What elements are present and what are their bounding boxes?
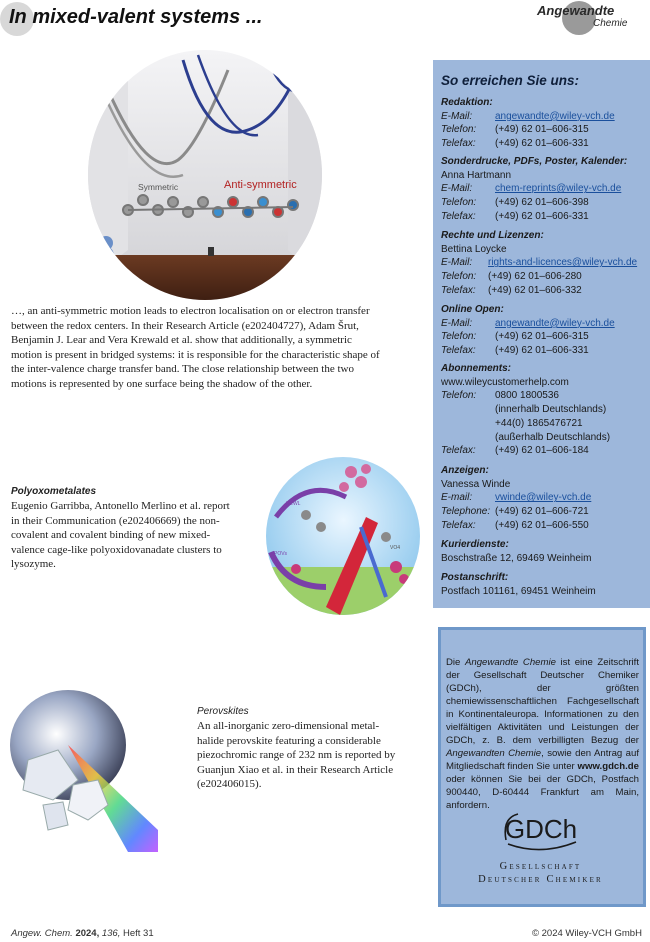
abonnements-heading: Abonnements: xyxy=(441,363,511,374)
gdch-org-name xyxy=(448,860,633,886)
abonnements-web[interactable]: www.wileycustomerhelp.com xyxy=(441,376,569,388)
gdch-text: Die Angewandte Chemie ist eine Zeitschrift der Gesellschaft Deutscher Chemiker (GDCh), der größten chemiewissenschaftlichen Fachgesellschaft in Kontinentaleuropa. Informationen zu den vielfältigen Aktivitäten und Leistungen der GDCh, z. B. dem verbilligten Bezug der Angewandten Chemie, sowie den Antrag auf Mitgliedschaft finden Sie unter www.gdch.de oder können Sie bei der GDCh, Postfach 900440, D-60444 Frankfurt am Main, anfordern. xyxy=(446,657,640,811)
anzeigen-heading: Anzeigen: xyxy=(441,465,489,476)
post-heading: Postanschrift: xyxy=(441,572,509,583)
phone-label: Telefon: xyxy=(441,331,477,343)
phone-label: Telefon: xyxy=(441,271,477,283)
anzeigen-fax: (+49) 62 01–606-550 xyxy=(495,519,589,531)
footer-year: 2024, xyxy=(75,928,100,939)
sonderdrucke-phone: (+49) 62 01–606-398 xyxy=(495,197,589,209)
redaktion-heading: Redaktion: xyxy=(441,97,493,108)
rechte-name: Bettina Loycke xyxy=(441,243,507,255)
article3-line: Guanjun Xiao et al. in their Research Article xyxy=(197,763,394,776)
redaktion-email-link[interactable]: angewandte@wiley-vch.de xyxy=(495,110,615,122)
email-label: E-Mail: xyxy=(441,257,473,269)
article1-line: motion is present in bridged systems: it is responsible for the characteristic shape of xyxy=(11,348,380,361)
online-email-link[interactable]: angewandte@wiley-vch.de xyxy=(495,317,615,329)
sonderdrucke-fax: (+49) 62 01–606-331 xyxy=(495,210,589,222)
article2-line: lysozyme. xyxy=(11,558,56,570)
anzeigen-section xyxy=(441,464,646,533)
journal-logo-sub: Chemie xyxy=(593,18,628,29)
kurier-section xyxy=(441,538,646,565)
gdch-logo-icon xyxy=(498,806,584,858)
povs-label: POVs xyxy=(274,551,288,557)
gdch-org-line1: Gesellschaft xyxy=(499,861,582,872)
hewl-label: HEWL xyxy=(286,501,301,507)
online-heading: Online Open: xyxy=(441,304,504,315)
email-label: E-Mail: xyxy=(441,110,473,122)
sonderdrucke-email-link[interactable]: chem-reprints@wiley-vch.de xyxy=(495,183,622,195)
article2-line: Eugenio Garribba, Antonello Merlino et al. report xyxy=(11,500,230,512)
article1-text xyxy=(11,304,425,391)
redaktion-phone: (+49) 62 01–606-315 xyxy=(495,124,589,136)
rechte-heading: Rechte und Lizenzen: xyxy=(441,230,544,241)
gdch-website-link[interactable]: www.gdch.de xyxy=(577,761,639,772)
email-label: E-Mail: xyxy=(441,183,473,195)
phone-label: Telefon: xyxy=(441,197,477,209)
gdch-logo-text: GDCh xyxy=(504,814,578,844)
postanschrift-section xyxy=(441,571,646,598)
footer-volume: 136, xyxy=(101,928,121,939)
article3-line: (e202406015). xyxy=(197,778,262,790)
fax-label: Telefax: xyxy=(441,519,476,531)
kurier-address: Boschstraße 12, 69469 Weinheim xyxy=(441,552,592,564)
article2-text xyxy=(11,499,271,572)
contact-title: So erreichen Sie uns: xyxy=(441,73,580,88)
article3-text xyxy=(197,719,427,792)
kurier-heading: Kurierdienste: xyxy=(441,539,509,550)
sonderdrucke-name: Anna Hartmann xyxy=(441,169,512,181)
online-fax: (+49) 62 01–606-331 xyxy=(495,345,589,357)
phone-label: Telefon: xyxy=(441,124,477,136)
abonnements-phone2-note: (außerhalb Deutschlands) xyxy=(495,431,611,443)
article2-line: in their Communication (e202406669) the non- xyxy=(11,514,220,527)
vo4-label: VO4 xyxy=(390,545,401,551)
article1-line: …, an anti-symmetric motion leads to electron localisation on or electron transfer xyxy=(11,305,370,317)
rechte-section xyxy=(441,229,646,298)
footer-copyright: © 2024 Wiley-VCH GmbH xyxy=(532,928,642,939)
abonnements-section xyxy=(441,362,646,458)
abonnements-phone1: 0800 1800536 xyxy=(495,390,559,402)
phone-label: Telephone: xyxy=(441,506,491,518)
article2-heading: Polyoxometalates xyxy=(11,486,97,497)
footer-journal: Angew. Chem. xyxy=(11,928,73,939)
article1-line: Benjamin J. Lear and Vera Krewald et al. show that additionally, a symmetric xyxy=(11,334,352,346)
article1-line: the inter-valence charge transfer band. The close relationship between the two xyxy=(11,363,354,375)
article3-line: An all-inorganic zero-dimensional metal- xyxy=(197,720,380,732)
rechte-email-link[interactable]: rights-and-licences@wiley-vch.de xyxy=(488,257,638,269)
fax-label: Telefax: xyxy=(441,345,476,357)
phone-label: Telefon: xyxy=(441,390,477,402)
online-open-section xyxy=(441,303,646,358)
anzeigen-email-link[interactable]: vwinde@wiley-vch.de xyxy=(495,492,592,504)
fax-label: Telefax: xyxy=(441,210,476,222)
page-title: In mixed-valent systems ... xyxy=(9,6,263,28)
article2-line: valence cage-like polyoxidovanadate clusters to xyxy=(11,543,222,556)
article2-line: covalent and covalent binding of new mixed- xyxy=(11,529,211,541)
mixed-valent-figure xyxy=(88,50,322,302)
fax-label: Telefax: xyxy=(441,445,476,457)
fax-label: Telefax: xyxy=(441,138,476,150)
abonnements-phone2: +44(0) 1865476721 xyxy=(495,417,583,429)
footer-citation xyxy=(11,928,154,939)
article3-heading: Perovskites xyxy=(197,706,249,717)
redaktion-section xyxy=(441,96,646,151)
sonderdrucke-heading: Sonderdrucke, PDFs, Poster, Kalender: xyxy=(441,156,628,167)
symmetric-label: Symmetric xyxy=(138,182,179,192)
abonnements-fax: (+49) 62 01–606-184 xyxy=(495,445,589,457)
footer-issue: Heft 31 xyxy=(123,928,154,939)
article3-line: piezochromic range of 232 nm is reported by xyxy=(197,749,396,761)
post-address: Postfach 101161, 69451 Weinheim xyxy=(441,585,596,597)
redaktion-fax: (+49) 62 01–606-331 xyxy=(495,138,589,150)
article1-line: between the redox centers. In their Research Article (e202404727), Adam Šrut, xyxy=(11,319,359,332)
sonderdrucke-section xyxy=(441,155,646,224)
journal-logo-main: Angewandte xyxy=(537,3,615,18)
anzeigen-phone: (+49) 62 01–606-721 xyxy=(495,506,589,518)
rechte-fax: (+49) 62 01–606-332 xyxy=(488,284,582,296)
gdch-org-line2: Deutscher Chemiker xyxy=(478,874,603,885)
email-label: E-Mail: xyxy=(441,317,473,329)
article1-line: motions is represented by one surface being the shadow of the other. xyxy=(11,377,313,390)
fax-label: Telefax: xyxy=(441,284,476,296)
polyoxometalates-figure xyxy=(266,457,421,615)
anzeigen-name: Vanessa Winde xyxy=(441,478,511,490)
abonnements-phone1-note: (innerhalb Deutschlands) xyxy=(495,404,607,416)
online-phone: (+49) 62 01–606-315 xyxy=(495,331,589,343)
email-label: E-mail: xyxy=(441,492,473,504)
rechte-phone: (+49) 62 01–606-280 xyxy=(488,271,582,283)
perovskites-figure xyxy=(8,690,158,852)
article3-line: halide perovskite featuring a considerable xyxy=(197,734,381,747)
anti-symmetric-label: Anti-symmetric xyxy=(224,179,297,191)
